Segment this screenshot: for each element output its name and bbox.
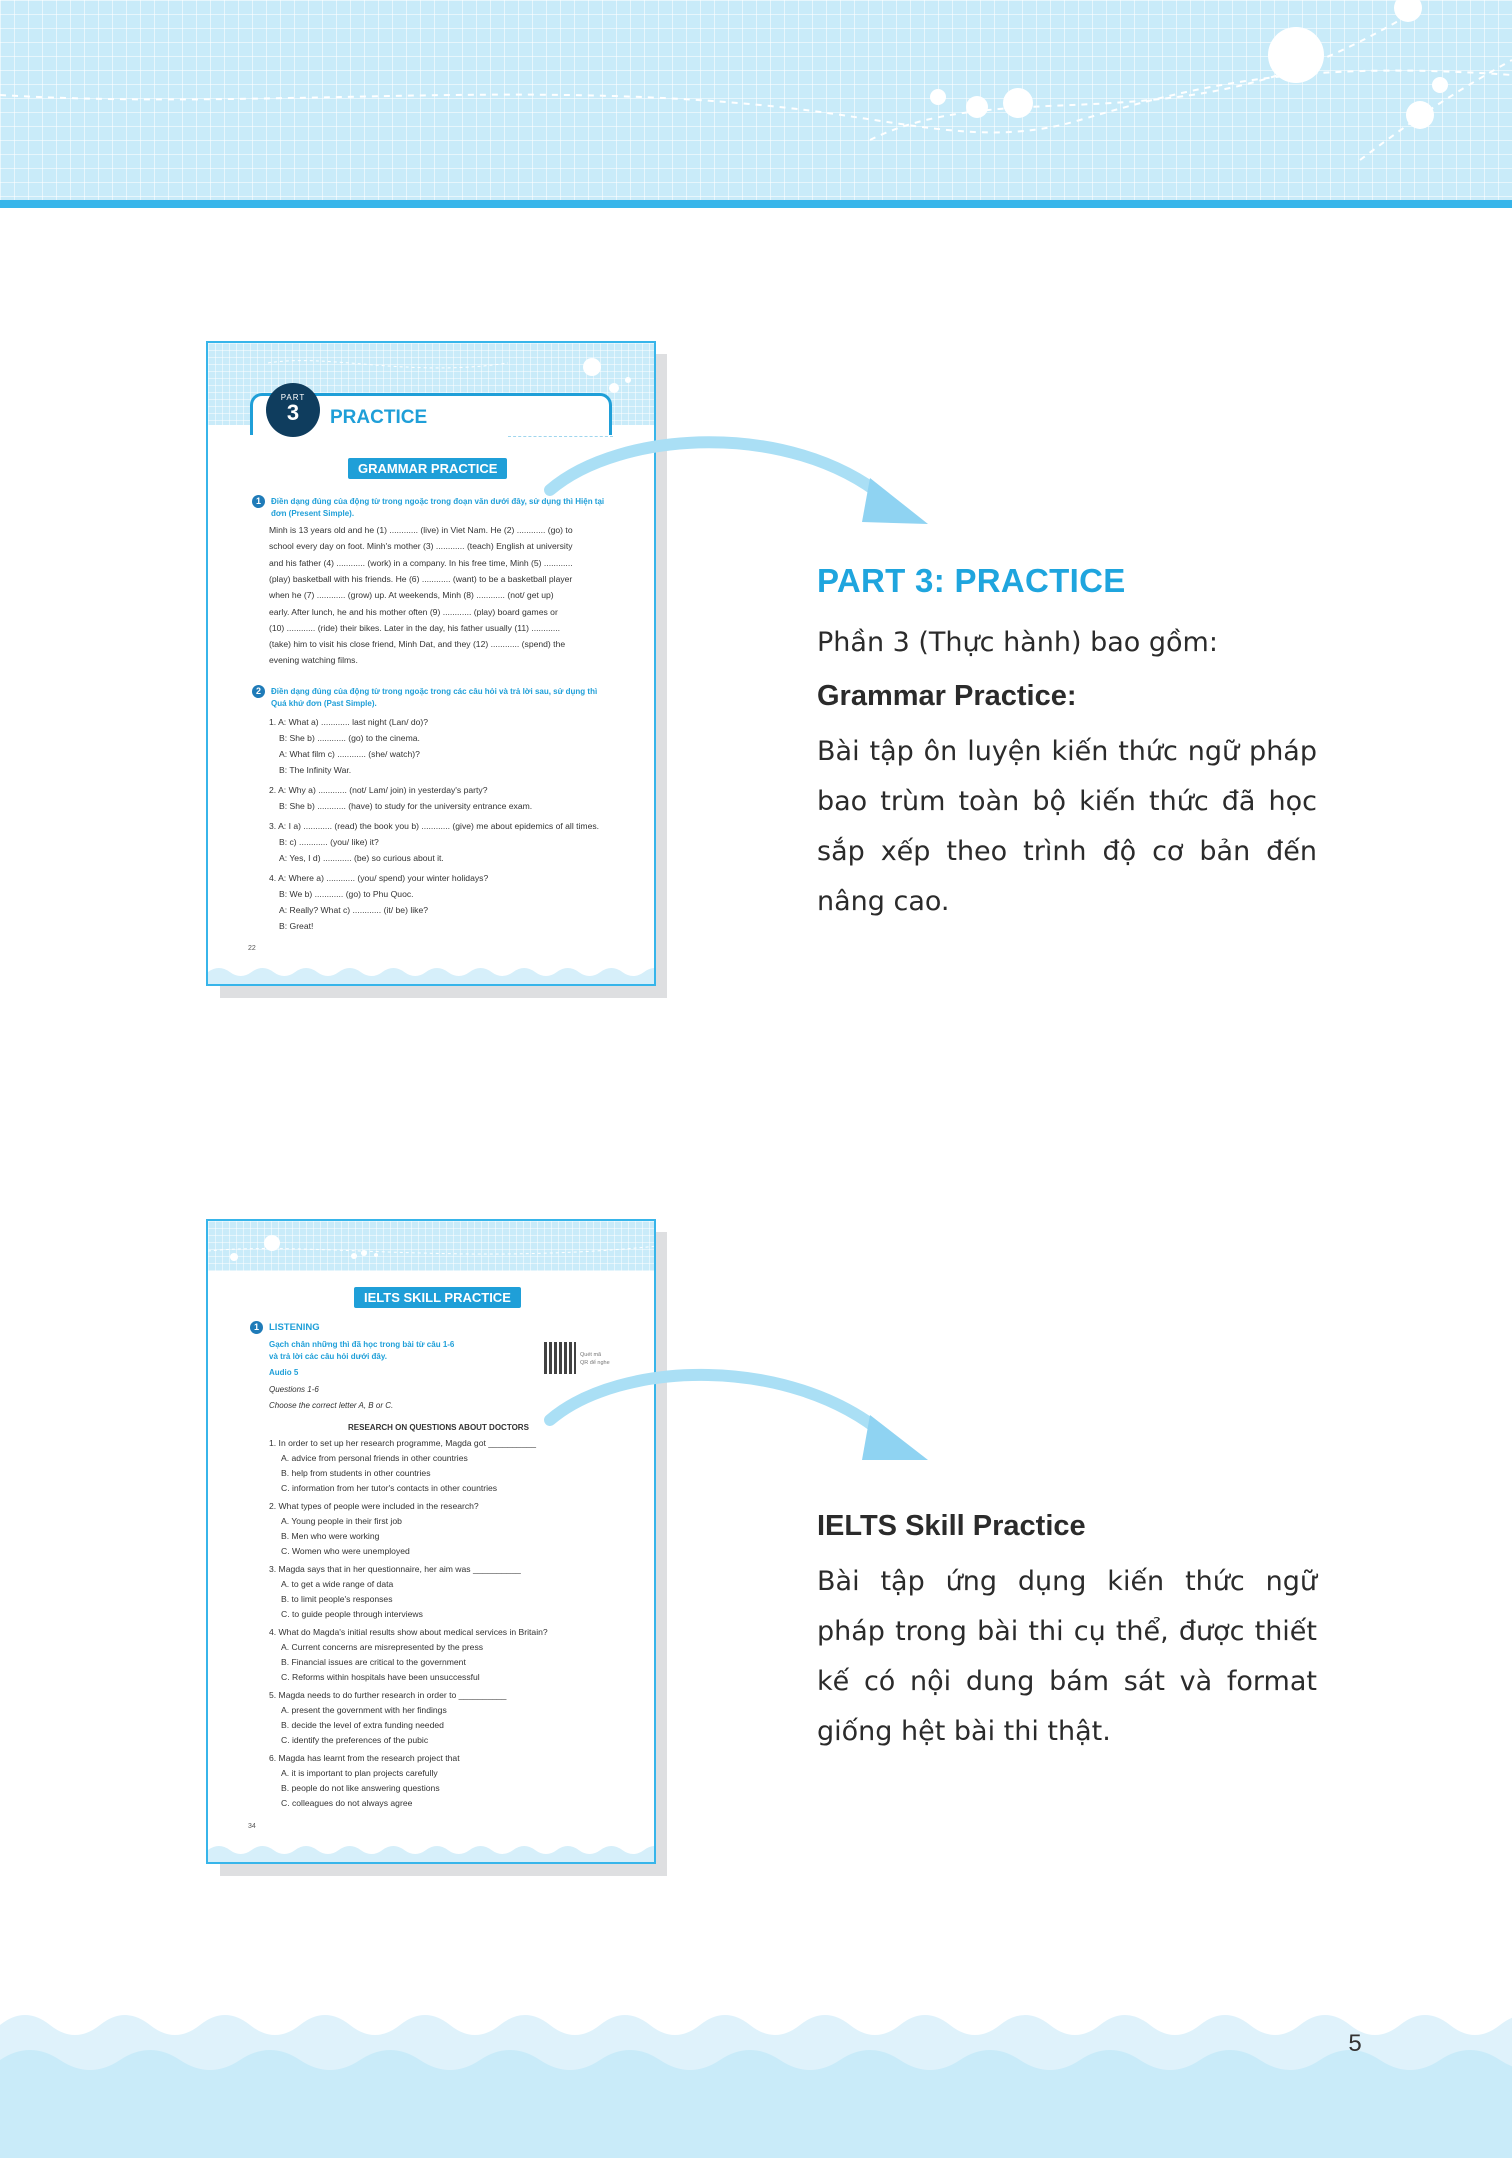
header-band xyxy=(0,0,1512,208)
text-line: C. Reforms within hospitals have been unsuccessful xyxy=(281,1672,480,1682)
text-line: A. to get a wide range of data xyxy=(281,1579,394,1589)
qr-note: QR để nghe xyxy=(580,1360,610,1366)
text-line: A: Really? What c) ............ (it/ be) like? xyxy=(279,905,429,915)
text-line: 4. A: Where a) ............ (you/ spend) your winter holidays? xyxy=(269,873,489,883)
section-practice xyxy=(817,562,1317,927)
text-line: B. people do not like answering questions xyxy=(281,1783,440,1793)
bubble xyxy=(1003,88,1033,118)
text-line: 4. What do Magda's initial results show about medical services in Britain? xyxy=(269,1627,548,1637)
section-number: 1 xyxy=(250,1321,263,1334)
section-heading: PART 3: PRACTICE xyxy=(817,562,1126,599)
dashed-curve-3 xyxy=(1360,60,1512,160)
grammar-practice-heading: Grammar Practice: xyxy=(817,680,1077,712)
grammar-practice-pill: GRAMMAR PRACTICE xyxy=(348,458,507,479)
bubble xyxy=(1432,77,1448,93)
text-line: C. identify the preferences of the pubic xyxy=(281,1735,429,1745)
exercise-instruction: Quá khứ đơn (Past Simple). xyxy=(271,699,377,708)
text-line: B: She b) ............ (go) to the cinema. xyxy=(279,733,420,743)
listening-title: LISTENING xyxy=(269,1322,320,1333)
grammar-practice-description: Bài tập ôn luyện kiến thức ngữ pháp bao trùm toàn bộ kiến thức đã học sắp xếp theo trình độ cơ bản đến nâng cao. xyxy=(817,736,1317,917)
text-line: evening watching films. xyxy=(269,655,358,666)
text-line: 5. Magda needs to do further research in order to __________ xyxy=(269,1690,507,1700)
text-line: when he (7) ............ (grow) up. At weekends, Minh (8) ............ (not/ get up) xyxy=(269,590,554,601)
thumb-page-number: 22 xyxy=(248,945,256,952)
text-line: 2. What types of people were included in the research? xyxy=(269,1501,479,1511)
text-line: B. Financial issues are critical to the government xyxy=(281,1657,466,1667)
text-line: C. information from her tutor's contacts in other countries xyxy=(281,1483,498,1493)
text-line: A. Current concerns are misrepresented by the press xyxy=(281,1642,484,1652)
text-line: 1. A: What a) ............ last night (Lan/ do)? xyxy=(269,717,429,727)
listening-instruction: Gạch chân những thì đã học trong bài từ câu 1-6 xyxy=(269,1340,455,1349)
bubble xyxy=(1406,101,1434,129)
text-line: C. colleagues do not always agree xyxy=(281,1798,413,1808)
audio-label: Audio 5 xyxy=(269,1368,299,1377)
section-ielts xyxy=(817,1510,1317,1757)
part-badge xyxy=(266,383,320,437)
bubble xyxy=(1268,27,1324,83)
text-line: 6. Magda has learnt from the research project that xyxy=(269,1753,460,1763)
text-line: B: The Infinity War. xyxy=(279,765,352,775)
text-line: 2. A: Why a) ............ (not/ Lam/ join) in yesterday's party? xyxy=(269,785,488,795)
exercise-instruction: Điền dạng đúng của động từ trong ngoặc trong đoạn văn dưới đây, sử dụng thì Hiện tại xyxy=(271,497,605,506)
thumb-ielts-practice xyxy=(206,1219,656,1864)
text-line: B: Great! xyxy=(279,921,314,931)
text-line: B: We b) ............ (go) to Phu Quoc. xyxy=(279,889,414,899)
qr-note: Quét mã xyxy=(580,1352,602,1358)
text-line: A: What film c) ............ (she/ watch)? xyxy=(279,749,420,759)
text-line: A. it is important to plan projects carefully xyxy=(281,1768,438,1778)
text-line: B. help from students in other countries xyxy=(281,1468,431,1478)
page-number: 5 xyxy=(1348,2030,1362,2057)
text-line: 3. A: I a) ............ (read) the book you b) ............ (give) me about epidemics of all times. xyxy=(269,821,600,831)
arrow-to-grammar xyxy=(540,420,940,540)
bubble xyxy=(1394,0,1422,22)
header-decoration xyxy=(0,0,1512,208)
bubble xyxy=(930,89,946,105)
exercise-number: 1 xyxy=(252,495,265,508)
text-line: C. to guide people through interviews xyxy=(281,1609,423,1619)
text-line: A. present the government with her findings xyxy=(281,1705,447,1715)
thumb-wave-footer xyxy=(208,1840,654,1862)
text-line: A. advice from personal friends in other countries xyxy=(281,1453,468,1463)
dashed-curve-2 xyxy=(870,20,1400,140)
thumb-page-number: 34 xyxy=(248,1823,256,1830)
text-line: B: c) ............ (you/ like) it? xyxy=(279,837,379,847)
part-badge-label: PART xyxy=(280,393,306,402)
text-line: 1. In order to set up her research programme, Magda got __________ xyxy=(269,1438,537,1448)
part-badge-number: 3 xyxy=(286,400,300,425)
thumb-bubbles xyxy=(208,1221,656,1281)
text-line: early. After lunch, he and his mother often (9) ............ (play) board games or xyxy=(269,606,558,617)
text-line: B. to limit people's responses xyxy=(281,1594,393,1604)
text-line: (play) basketball with his friends. He (6) ............ (want) to be a basketball player xyxy=(269,573,573,584)
choose-instruction: Choose the correct letter A, B or C. xyxy=(269,1401,394,1410)
ielts-practice-heading: IELTS Skill Practice xyxy=(817,1510,1086,1542)
ielts-practice-description: Bài tập ứng dụng kiến thức ngữ pháp trong bài thi cụ thể, được thiết kế có nội dung bám sát và format giống hệt bài thi thật. xyxy=(817,1566,1317,1747)
text-line: (take) him to visit his close friend, Minh Dat, and they (12) ............ (spend) the xyxy=(269,639,566,650)
header-stripe xyxy=(0,200,1512,208)
text-line: Minh is 13 years old and he (1) ............ (live) in Viet Nam. He (2) ............ (go) to xyxy=(269,525,573,535)
listening-instruction: và trả lời các câu hỏi dưới đây. xyxy=(269,1352,387,1361)
text-line: A. Young people in their first job xyxy=(281,1516,402,1526)
research-heading: RESEARCH ON QUESTIONS ABOUT DOCTORS xyxy=(348,1423,529,1432)
text-line: A: Yes, I d) ............ (be) so curious about it. xyxy=(279,853,444,863)
bubble xyxy=(966,96,988,118)
text-line: B: She b) ............ (have) to study for the university entrance exam. xyxy=(279,801,533,811)
text-line: school every day on foot. Minh's mother (3) ............ (teach) English at university xyxy=(269,541,573,552)
text-line: 3. Magda says that in her questionnaire, her aim was __________ xyxy=(269,1564,521,1574)
thumb-title: PRACTICE xyxy=(330,407,428,428)
exercise-instruction: Điền dạng đúng của động từ trong ngoặc trong các câu hỏi và trả lời sau, sử dụng thì xyxy=(271,687,598,696)
exercise-number: 2 xyxy=(252,685,265,698)
thumb-wave-footer xyxy=(208,962,654,984)
exercise-instruction: đơn (Present Simple). xyxy=(271,509,355,518)
footer-waves xyxy=(0,1985,1512,2158)
arrow-to-ielts xyxy=(540,1360,940,1480)
question-range: Questions 1-6 xyxy=(269,1385,319,1394)
text-line: B. Men who were working xyxy=(281,1531,380,1541)
ielts-practice-pill: IELTS SKILL PRACTICE xyxy=(354,1287,521,1308)
text-line: C. Women who were unemployed xyxy=(281,1546,410,1556)
text-line: and his father (4) ............ (work) in a company. In his free time, Minh (5) ............ xyxy=(269,557,573,568)
text-line: B. decide the level of extra funding needed xyxy=(281,1720,444,1730)
text-line: (10) ............ (ride) their bikes. Later in the day, his father usually (11) ............ xyxy=(269,622,561,633)
section-intro: Phần 3 (Thực hành) bao gồm: xyxy=(817,627,1218,658)
